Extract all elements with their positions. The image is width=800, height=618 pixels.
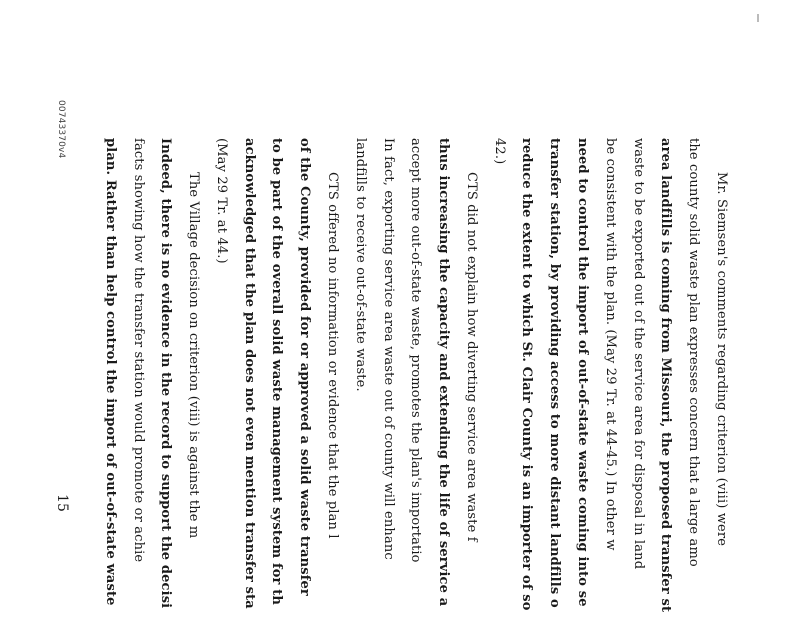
text-line: (May 29 Tr. at 44.)	[214, 138, 229, 264]
text-line: 42.)	[492, 138, 507, 165]
text-line: need to control the import of out-of-state waste coming into se	[575, 138, 590, 607]
text-line: acknowledged that the plan does not even mention transfer sta	[242, 138, 257, 609]
text-line: accept more out-of-state waste, promotes the plan's importatio	[408, 138, 423, 563]
page-number: 15	[54, 494, 70, 513]
text-line: Mr. Siemsen's comments regarding criterion (viii) were	[714, 172, 729, 547]
scan-artifact	[757, 14, 759, 22]
text-line: The Village decision on criterion (viii) is against the m	[186, 172, 201, 539]
text-line: be consistent with the plan. (May 29 Tr. at 44-45.) In other w	[603, 138, 618, 551]
text-line: waste to be exported out of the service area for disposal in land	[631, 138, 646, 570]
text-line: the county solid waste plan expresses concern that a large amo	[686, 138, 701, 567]
text-line: of the County, provided for or approved a solid waste transfer	[297, 138, 312, 596]
text-line: landfills to receive out-of-state waste.	[353, 138, 368, 392]
text-line: In fact, exporting service area waste out of county will enhanc	[381, 138, 396, 560]
text-line: to be part of the overall solid waste management system for th	[269, 138, 284, 605]
text-line: facts showing how the transfer station would promote or achie	[131, 138, 146, 563]
text-line: thus increasing the capacity and extending the life of service a	[436, 138, 451, 607]
text-line: CTS offered no information or evidence that the plan l	[325, 172, 340, 539]
text-line: reduce the extent to which St. Clair County is an importer of so	[519, 138, 534, 611]
text-line: plan. Rather than help control the import of out-of-state waste	[103, 138, 118, 606]
text-line: area landfills is coming from Missouri, the proposed transfer st	[658, 138, 673, 613]
text-line: Indeed, there is no evidence in the record to support the decisi	[158, 138, 173, 609]
text-line: transfer station, by providing access to more distant landfills o	[547, 138, 562, 608]
text-line: CTS did not explain how diverting service area waste f	[464, 172, 479, 542]
footer-doc-code: 00743370v4	[56, 100, 66, 159]
